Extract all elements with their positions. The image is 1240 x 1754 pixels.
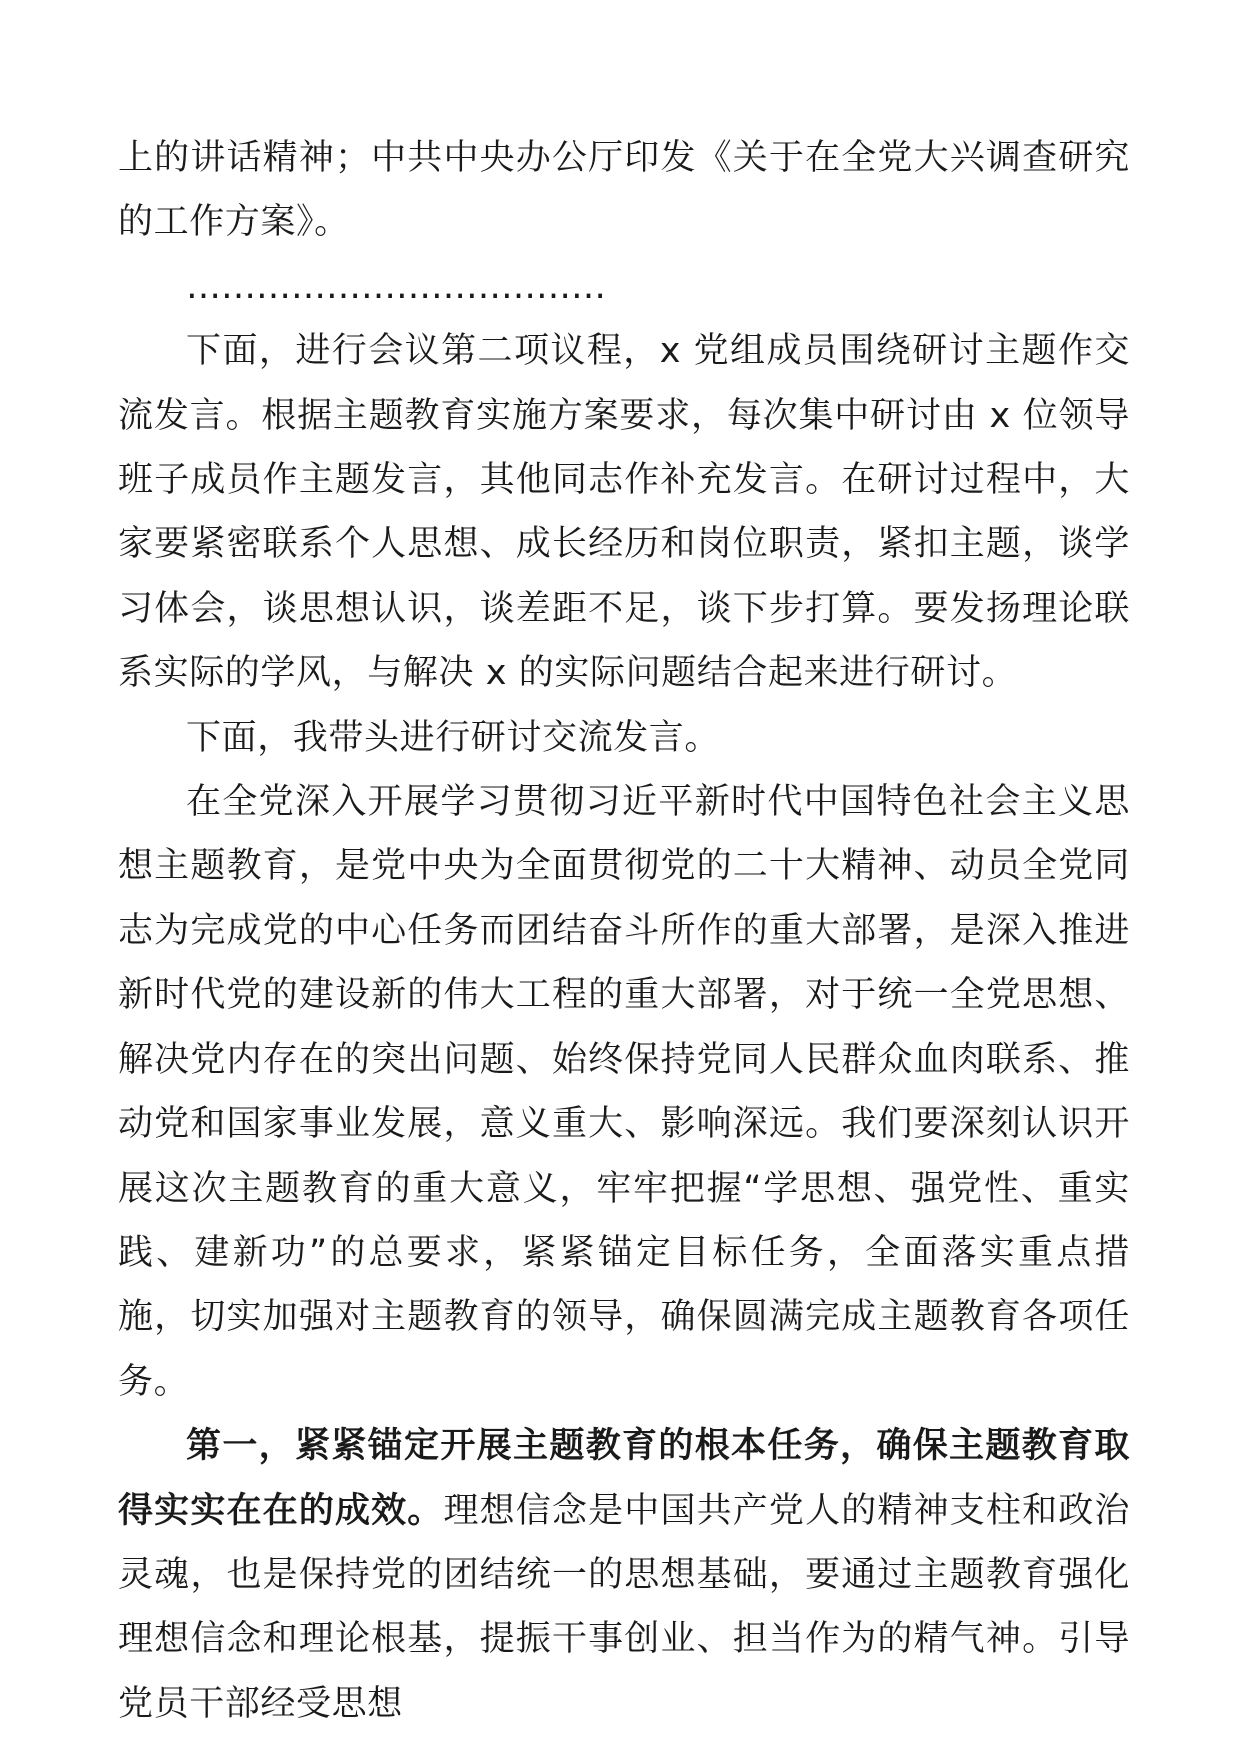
paragraph-text: 上的讲话精神；中共中央办公厅印发《关于在全党大兴调查研究的工作方案》。 (118, 138, 1130, 243)
paragraph-text: 下面，我带头进行研讨交流发言。 (186, 717, 721, 758)
paragraph-text: 下面，进行会议第二项议程，x 党组成员围绕研讨主题作交流发言。根据主题教育实施方案要求，每次集中研讨由 x 位领导班子成员作主题发言，其他同志作补充发言。在研讨过程中，大家要紧密联系个人思想、成长经历和岗位职责，紧扣主题，谈学习体会，谈思想认识，谈差距不足，谈下步打算。要发扬理论联系实际的学风，与解决 x 的实际问题结合起来进行研讨。 (118, 331, 1130, 694)
paragraph-speech-intro (118, 706, 1130, 770)
paragraph-continuation (118, 126, 1130, 255)
ellipsis-separator (118, 255, 1130, 319)
paragraph-text: 理想信念是中国共产党人的精神支柱和政治灵魂，也是保持党的团结统一的思想基础，要通过主题教育强化理想信念和理论根基，提振干事创业、担当作为的精气神。引导党员干部经受思想 (118, 1490, 1130, 1724)
paragraph-agenda (118, 319, 1130, 705)
paragraph-text: 在全党深入开展学习贯彻习近平新时代中国特色社会主义思想主题教育，是党中央为全面贯彻党的二十大精神、动员全党同志为完成党的中心任务而团结奋斗所作的重大部署，是深入推进新时代党的建设新的伟大工程的重大部署，对于统一全党思想、解决党内存在的突出问题、始终保持党同人民群众血肉联系、推动党和国家事业发展，意义重大、影响深远。我们要深刻认识开展这次主题教育的重大意义，牢牢把握“学思想、强党性、重实践、建新功”的总要求，紧紧锚定目标任务，全面落实重点措施，切实加强对主题教育的领导，确保圆满完成主题教育各项任务。 (118, 782, 1130, 1402)
document-body (118, 126, 1130, 1736)
paragraph-bold-heading: 第一，紧紧锚定开展主题教育的根本任务，确保主题教育取得实实在在的成效。 (118, 1426, 1130, 1531)
paragraph-significance (118, 770, 1130, 1414)
ellipsis-text: ……………………………… (186, 266, 606, 307)
paragraph-point-one (118, 1414, 1130, 1736)
